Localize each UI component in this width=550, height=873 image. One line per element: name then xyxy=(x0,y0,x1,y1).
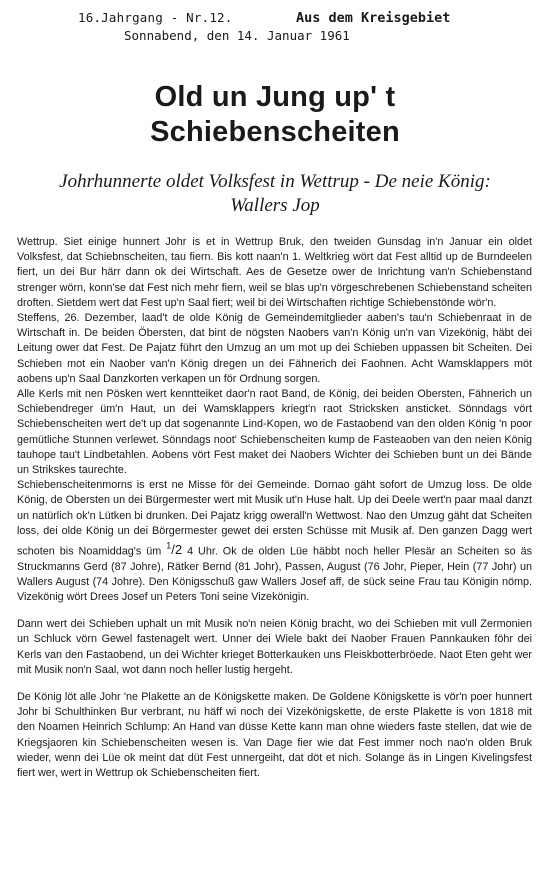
headline-line2: Schiebenscheiten xyxy=(150,116,400,148)
section-title: Aus dem Kreisgebiet xyxy=(296,10,451,26)
paragraph-part: Schiebenscheitenmorns is erst ne Misse för dei Gemeinde. Dornao gäht sofort de Umzug loss. De olde König, de Obersten un dei Bürgermester wert mit Musik ut'n Huse halt. Up dei Deele wert'n paar maal danzt un natürlich ok'n Lütken bi drunken. Dei Pajatz krigg owerall'n Wettwost. Nao den Umzug gäht dat Scheiten loss, dei olde König un dei Börgermester gewet dei ersten Schüsse mit Musik af. Den ganzen Dagg wert schoten bis Noamiddag's üm xyxy=(17,479,532,558)
paragraph-with-fraction xyxy=(17,478,532,605)
article-body xyxy=(17,235,532,781)
masthead-line1 xyxy=(78,10,451,26)
headline-line1: Old un Jung up' t xyxy=(154,81,396,113)
subtitle-line2: Wallers Jop xyxy=(230,195,320,216)
fraction: $^1$/2 xyxy=(166,541,183,558)
paragraph: Steffens, 26. Dezember, laad't de olde König de Gemeindemitglieder aaben's tau'n Schiebenraat in de Wirtschaft in. De beiden Öbersten, dat bint de nögsten Naobers van'n König un'n van Vizekönig, häbt dei Leitung ower dat Fest. De Pajatz führt den Umzug an um mot up dei Schieben uppassen bit Scheiten. Dei Schieben mot ein Naober van'n König dregen un dei Fähnerich dei Faohnen. Acht Wamsklappers möt aobens up'n Saal Danzkorten verkapen un för Ordnung sorgen. xyxy=(17,312,532,385)
paragraph: Dann wert dei Schieben uphalt un mit Musik no'n neien König bracht, wo dei Schieben mit vull Zermonien un Schluck vörn Gewel fastenagelt wert. Unner dei Wiele bakt dei Naober Frauen Pannkauken föhr dei Kerls van den Fastaobend, un dei Wichter krieget Botterkauken uns Fleiskbotterbröede. Naot Eten geht wer mit Musik non'n Saal, wot dann noch heller lustig hergeht. xyxy=(17,618,532,676)
issue-number: 16.Jahrgang - Nr.12. xyxy=(78,10,233,25)
subtitle xyxy=(0,170,550,218)
subtitle-line1: Johrhunnerte oldet Volksfest in Wettrup - De neie König: xyxy=(59,171,491,192)
fraction-numerator: 1 xyxy=(166,541,172,552)
paragraph: Alle Kerls mit nen Pösken wert kenntteiket daor'n raot Band, de König, dei beiden Obersten, Fähnerich un Schiebendreger üm'n Haut, un dei Wamsklappers kriegt'n raot Stricksken ansticket. Sönndags vört Schiebenscheiten wert de't up dat sogenannte Lind-Kopen, wo de Fastaobend van den olden König 'n poor gemütliche Stunnen verlewet. Sönndags noot' Schiebenscheiten kump de Fasteaoben van den neien König tauhope tau't Lindbetahlen. Aobens vört Fest maket dei Naobers Wichter dei Schieben bunt un dei Bände un Strikskes taurechte. xyxy=(17,388,532,477)
fraction-denominator: 2 xyxy=(174,542,183,558)
paragraph: Wettrup. Siet einige hunnert Johr is et in Wettrup Bruk, den tweiden Gunsdag in'n Januar ein oldet Volksfest, dat Schiebnscheiten, tau fiern. Bis kott naan'n 1. Weltkrieg wört dat Fest alltid up de Burndeelen fiert, un dei Bur härr dann ok dei Wirtschaft. Aes de Gesetze ower de Inrichtung van'n Schiebenstand strenger wörn, konn'se dat Fest nich mehr fiern, weil se blas up'n vörgeschrebenen Schiebenstand scheiten droften. Sietdem wert dat Fest up'n Saal fiert; weil bi dei Wirtschaften richtige Schiebenstönde wör'n. xyxy=(17,236,532,309)
headline xyxy=(0,80,550,150)
paragraph-part: 4 Uhr. Ok de olden Lüe häbbt noch heller Plesär an Scheiten so äs Struckmanns Gerd (87 Johre), Rätker Bernd (81 Johr), Passen, August (76 Johr, Pieper, Hein (77 Johr) un Wallers August (74 Johre). Den Königsschuß gaw Wallers Josef aff, de sück seine Frau tau Königin nömp. Vizekönig wört Drees Josef un Peters Toni seine Vizekönigin. xyxy=(17,545,533,603)
issue-date: Sonnabend, den 14. Januar 1961 xyxy=(124,28,350,43)
paragraph: De König löt alle Johr 'ne Plakette an de Königskette maken. De Goldene Königskette is vör'n poer hunnert Johr bi Schulthinken Bur verbrant, nu häff wi noch dei Vizekönigskette, de erste Plakette is von 1818 mit den Noamen Heinrich Schlump: An Hand van düsse Kette kann man ohne wieders faste stellen, dat wie de Kriegsjaoren kin Schiebenscheiten wesen is. Van Dage fier wie dat Fest immer noch nao'n olden Bruk wieder, wenn dei Lüe ok meint dat düt Fest unnergeiht, dat döt et nich. Solange äs in Lingen Kivelingsfest fiert wer, wert in Wettrup ok Schiebenscheiten fiert. xyxy=(17,691,532,780)
